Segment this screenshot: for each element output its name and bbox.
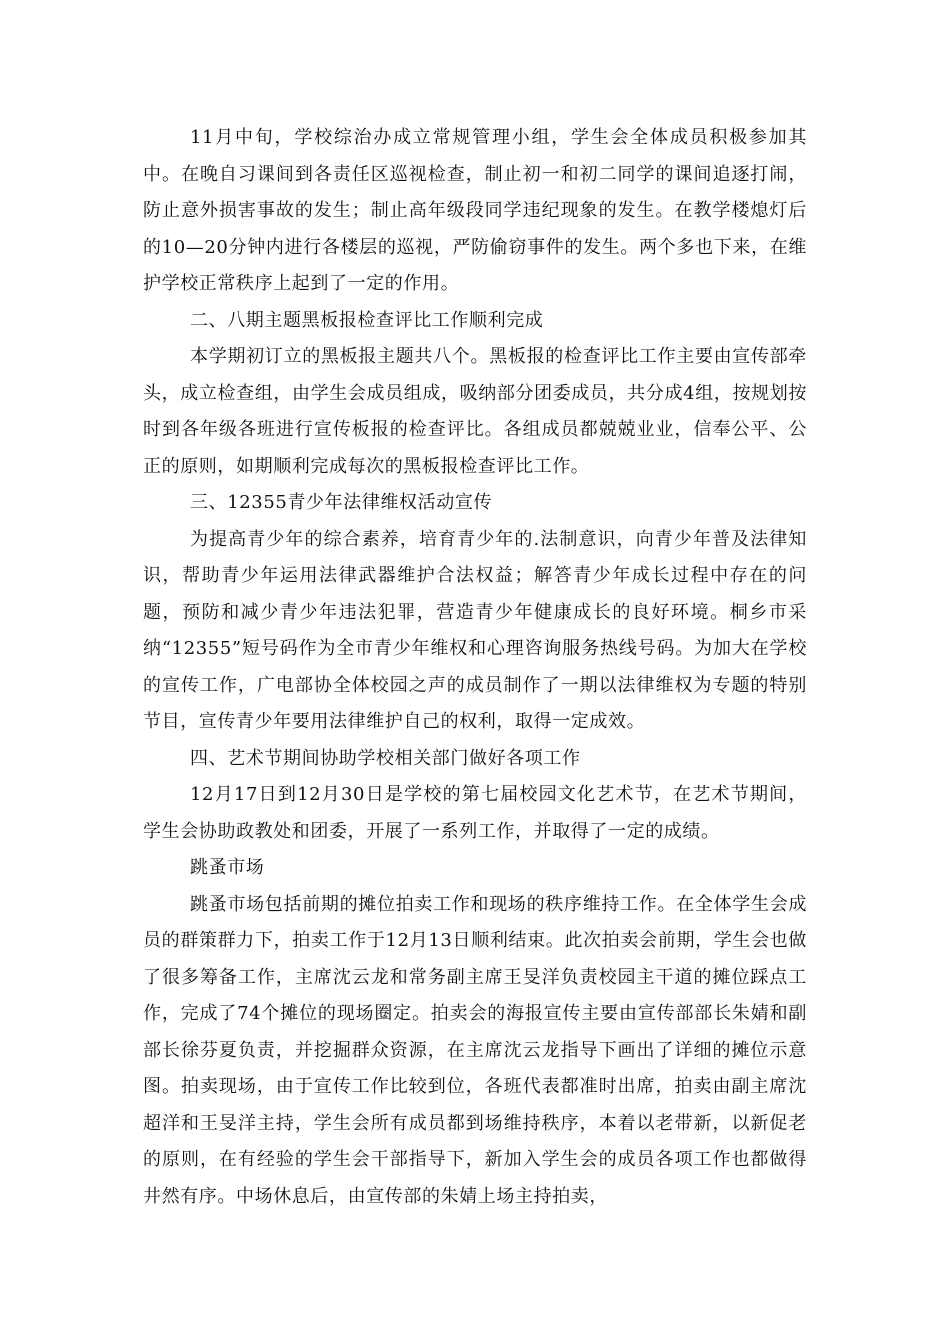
subheading-flea-market: 跳蚤市场 (190, 857, 265, 878)
paragraph-flea-market: 跳蚤市场包括前期的摊位拍卖工作和现场的秩序维持工作。在全体学生会成员的群策群力下，拍卖工作于12月13日顺利结束。此次拍卖会前期，学生会也做了很多筹备工作，主席沈云龙和常务副主席王旻洋负责校园主干道的摊位踩点工作，完成了74个摊位的现场圈定。拍卖会的海报宣传主要由宣传部部长朱婧和副部长徐芬夏负责，并挖掘群众资源，在主席沈云龙指导下画出了详细的摊位示意图。拍卖现场，由于宣传工作比较到位，各班代表都准时出席，拍卖由副主席沈超洋和王旻洋主持，学生会所有成员都到场维持秩序，本着以老带新，以新促老的原则，在有经验的学生会干部指导下，新加入学生会的成员各项工作也都做得井然有序。中场休息后，由宣传部的朱婧上场主持拍卖， (143, 893, 807, 1207)
section-heading-blackboard: 二、八期主题黑板报检查评比工作顺利完成 (190, 309, 544, 331)
paragraph-art-festival: 12月17日到12月30日是学校的第七届校园文化艺术节，在艺术节期间，学生会协助政教处和团委，开展了一系列工作，并取得了一定的成绩。 (143, 784, 807, 842)
paragraph-blackboard: 本学期初订立的黑板报主题共八个。黑板报的检查评比工作主要由宣传部牵头，成立检查组，由学生会成员组成，吸纳部分团委成员，共分成4组，按规划按时到各年级各班进行宣传板报的检查评比。各组成员都兢兢业业，信奉公平、公正的原则，如期顺利完成每次的黑板报检查评比工作。 (143, 346, 807, 477)
section-heading-12355: 三、12355青少年法律维权活动宣传 (190, 492, 493, 513)
paragraph-patrol: 11月中旬，学校综治办成立常规管理小组，学生会全体成员积极参加其中。在晚自习课间到各责任区巡视检查，制止初一和初二同学的课间追逐打闹，防止意外损害事故的发生；制止高年级段同学违纪现象的发生。在教学楼熄灯后的10—20分钟内进行各楼层的巡视，严防偷窃事件的发生。两个多也下来，在维护学校正常秩序上起到了一定的作用。 (143, 127, 807, 294)
section-heading-art-festival: 四、艺术节期间协助学校相关部门做好各项工作 (190, 747, 581, 769)
document-body (143, 120, 807, 1215)
paragraph-12355: 为提高青少年的综合素养，培育青少年的.法制意识，向青少年普及法律知识，帮助青少年运用法律武器维护合法权益；解答青少年成长过程中存在的问题，预防和减少青少年违法犯罪，营造青少年健康成长的良好环境。桐乡市采纳“12355”短号码作为全市青少年维权和心理咨询服务热线号码。为加大在学校的宣传工作，广电部协全体校园之声的成员制作了一期以法律维权为专题的特别节目，宣传青少年要用法律维护自己的权利，取得一定成效。 (143, 528, 807, 732)
